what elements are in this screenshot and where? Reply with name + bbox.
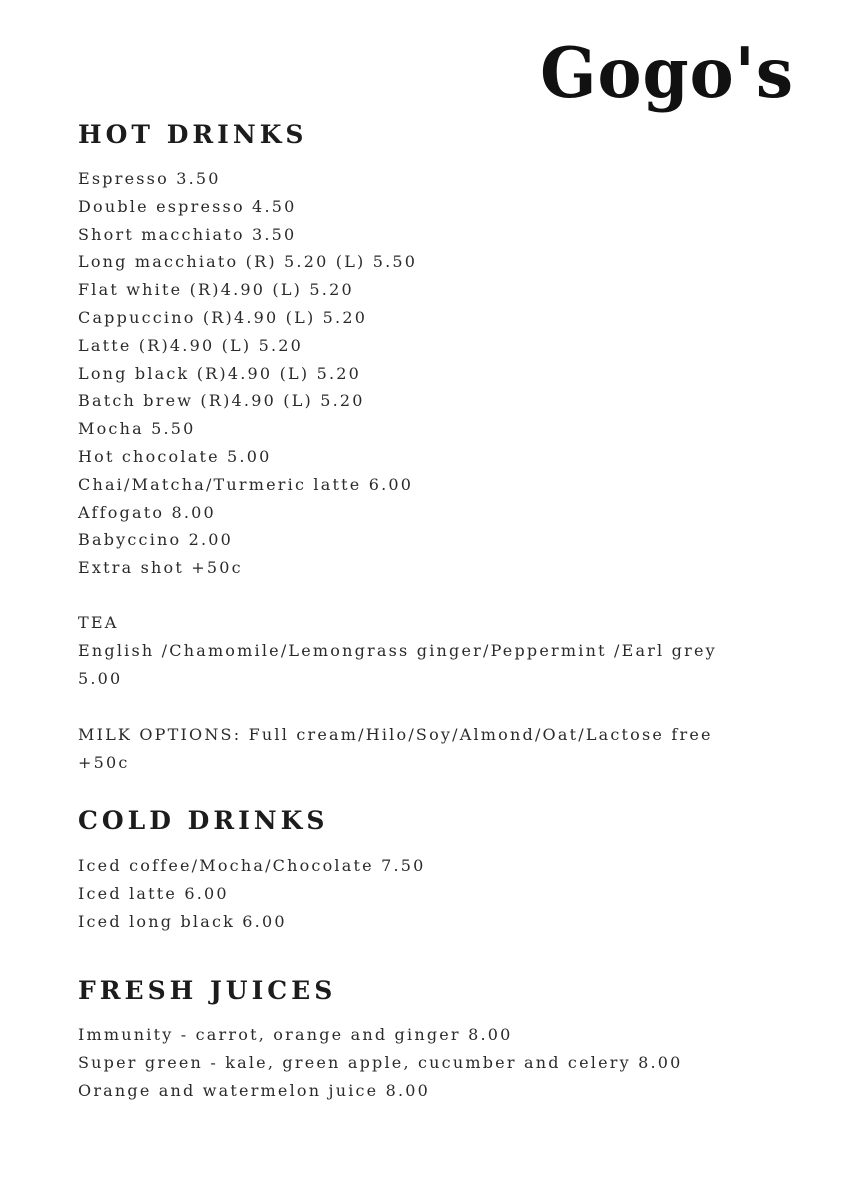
menu-item: Short macchiato 3.50 bbox=[78, 224, 297, 244]
menu-item: Iced long black 6.00 bbox=[78, 911, 287, 931]
menu-item: Batch brew (R)4.90 (L) 5.20 bbox=[78, 391, 365, 411]
menu-item: Latte (R)4.90 (L) 5.20 bbox=[78, 335, 304, 355]
menu-item: Extra shot +50c bbox=[78, 558, 243, 578]
menu-item: Immunity - carrot, orange and ginger 8.00 bbox=[78, 1025, 513, 1044]
hot-drinks-list bbox=[78, 165, 778, 582]
hot-drinks-heading: HOT DRINKS bbox=[78, 120, 308, 149]
fresh-juices-heading: FRESH JUICES bbox=[78, 976, 337, 1005]
menu-item: Orange and watermelon juice 8.00 bbox=[78, 1080, 431, 1100]
menu-item: Long macchiato (R) 5.20 (L) 5.50 bbox=[78, 252, 418, 272]
cold-drinks-list bbox=[78, 852, 778, 935]
fresh-juices-list bbox=[78, 1021, 778, 1104]
milk-price: +50c bbox=[78, 752, 130, 772]
brand-logo: Gogo's bbox=[540, 32, 794, 114]
menu-item: Super green - kale, green apple, cucumber and celery 8.00 bbox=[78, 1052, 683, 1072]
cold-drinks-heading: COLD DRINKS bbox=[78, 806, 329, 835]
tea-label: TEA bbox=[78, 613, 119, 632]
menu-item: Iced coffee/Mocha/Chocolate 7.50 bbox=[78, 856, 426, 875]
tea-section bbox=[78, 609, 798, 692]
menu-item: Hot chocolate 5.00 bbox=[78, 446, 272, 466]
menu-item: Affogato 8.00 bbox=[78, 502, 216, 522]
menu-item: Flat white (R)4.90 (L) 5.20 bbox=[78, 280, 354, 300]
menu-item: Long black (R)4.90 (L) 5.20 bbox=[78, 363, 361, 383]
menu-item: Chai/Matcha/Turmeric latte 6.00 bbox=[78, 474, 414, 494]
menu-item: Double espresso 4.50 bbox=[78, 196, 297, 216]
menu-item: Mocha 5.50 bbox=[78, 419, 196, 439]
milk-options-section bbox=[78, 721, 798, 777]
milk-options: MILK OPTIONS: Full cream/Hilo/Soy/Almond/Oat/Lactose free bbox=[78, 725, 713, 744]
menu-item: Espresso 3.50 bbox=[78, 169, 221, 188]
tea-options: English /Chamomile/Lemongrass ginger/Peppermint /Earl grey bbox=[78, 640, 717, 660]
menu-item: Iced latte 6.00 bbox=[78, 883, 229, 903]
menu-item: Cappuccino (R)4.90 (L) 5.20 bbox=[78, 307, 368, 327]
menu-item: Babyccino 2.00 bbox=[78, 530, 234, 550]
tea-price: 5.00 bbox=[78, 668, 123, 688]
